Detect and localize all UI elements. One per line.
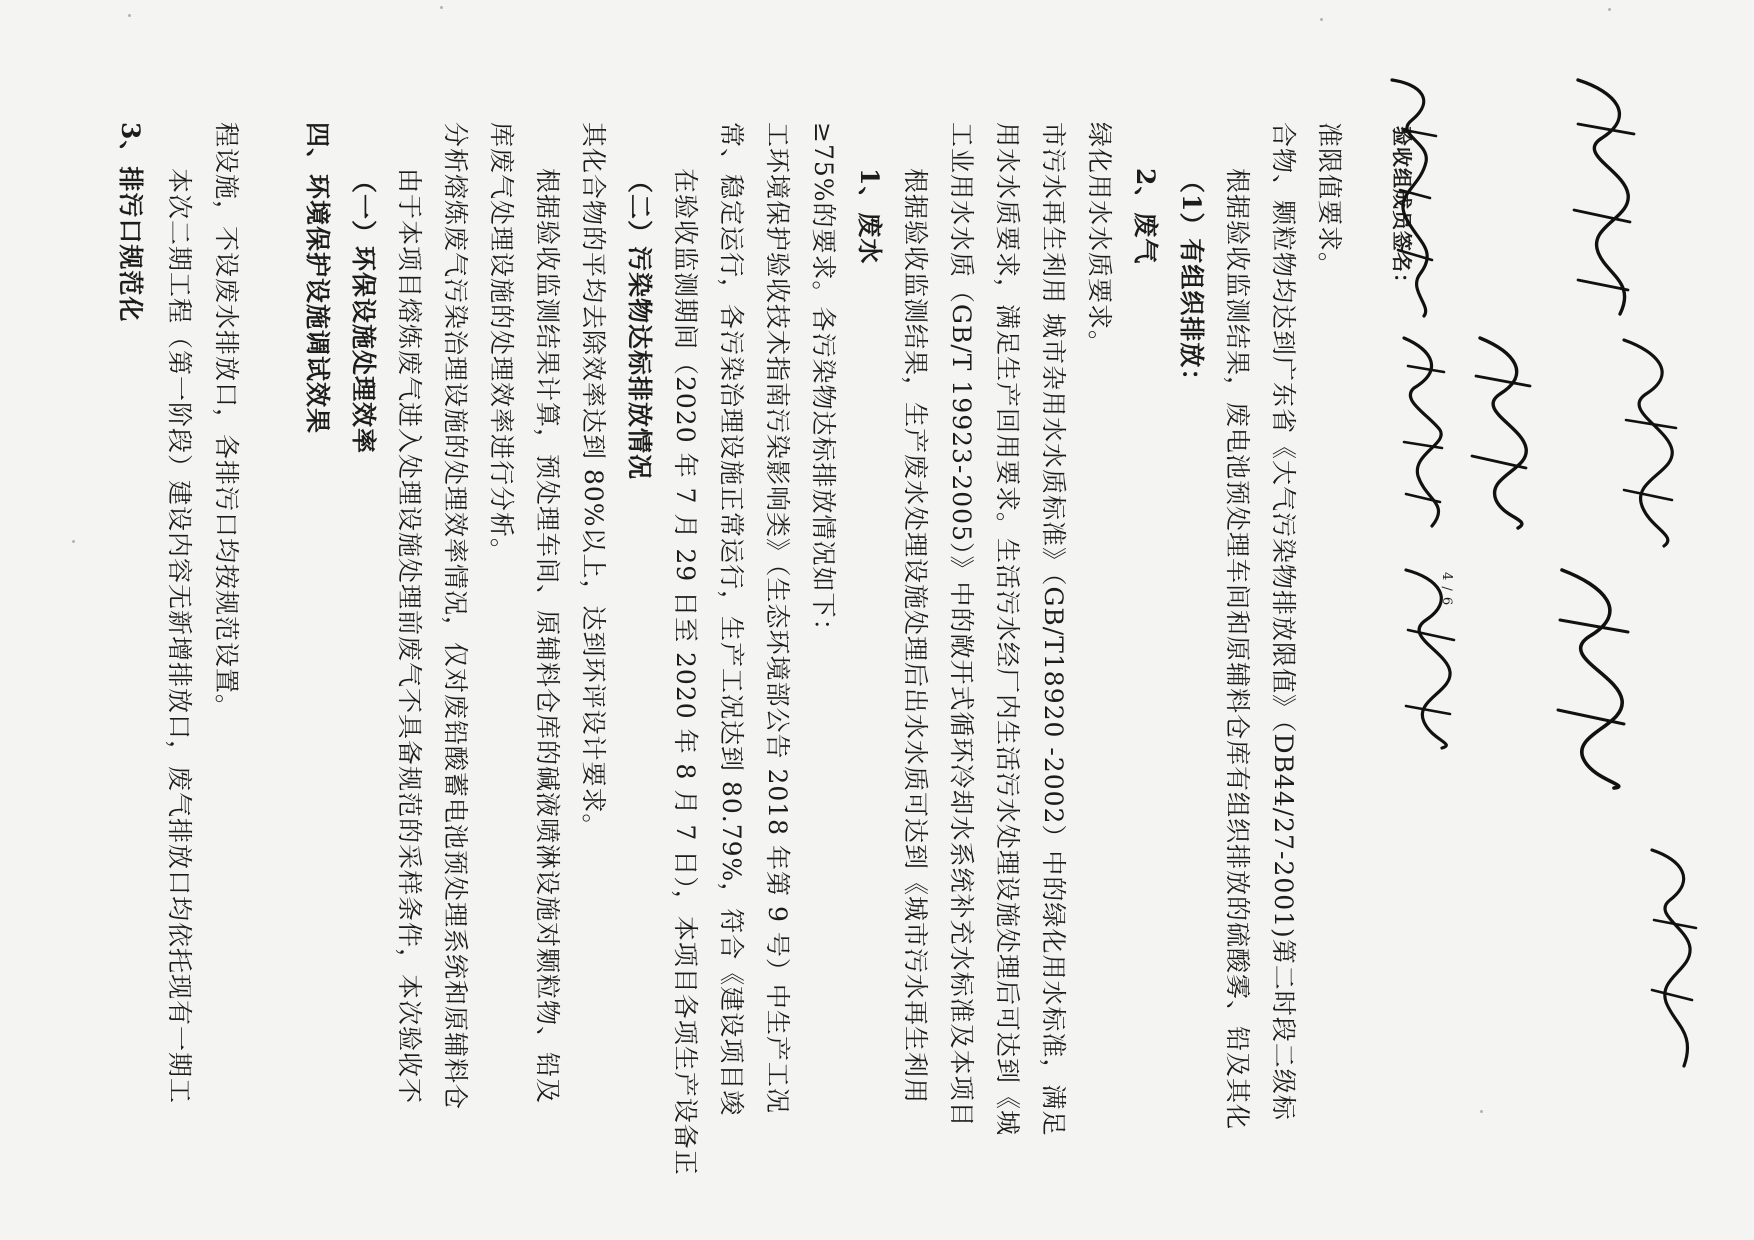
- heading-waste-gas: 2、废气: [1131, 168, 1160, 265]
- heading-env-protection-effect: 四、环境保护设施调试效果: [303, 122, 332, 435]
- paragraph-line: 根据验收监测结果，废电池预处理车间和原辅料仓库有组织排放的硫酸雾、铅及其化: [1223, 168, 1252, 1131]
- heading-organized-emission: （1）有组织排放：: [1177, 168, 1206, 395]
- heading-treatment-efficiency: （一）环保设施处理效率: [349, 168, 378, 455]
- handwritten-signature-1: [1380, 70, 1450, 320]
- paragraph-line: 根据验收监测结果计算，预处理车间、原辅料仓库的碱液喷淋设施对颗粒物、铅及: [533, 168, 562, 1105]
- paragraph-line: 市污水再生利用 城市杂用水水质标准》（GB/T18920 -2002）中的绿化用水标准，满足: [1039, 122, 1068, 1137]
- paragraph-line: 工业用水水质（GB/T 19923-2005）》中的敞开式循环冷却水系统补充水标准及本项目: [947, 122, 976, 1128]
- page-number: 4 / 6: [1439, 572, 1454, 607]
- paragraph-line: 准限值要求。: [1315, 122, 1344, 279]
- signature-label: 验收组成员签名：: [1390, 126, 1414, 294]
- paragraph-line: 合物、颗粒物均达到广东省《大气污染物排放限值》（DB44/27-2001)第二时段二级标: [1269, 122, 1298, 1121]
- handwritten-signature-7: [1540, 560, 1650, 790]
- scan-speck: [128, 14, 131, 17]
- heading-outfall-standardization: 3、排污口规范化: [116, 122, 145, 323]
- scan-speck: [1608, 8, 1611, 11]
- handwritten-signature-4: [1390, 560, 1470, 750]
- paragraph-line: 由于本项目熔炼废气进入处理设施处理前废气不具备规范的采样条件，本次验收不: [395, 168, 424, 1105]
- heading-wastewater: 1、废水: [855, 168, 884, 265]
- paragraph-line: 库废气处理设施的处理效率进行分析。: [487, 122, 516, 565]
- paragraph-line: 其化合物的平均去除效率达到 80%以上，达到环评设计要求。: [579, 122, 608, 840]
- scan-speck: [440, 6, 443, 9]
- paragraph-line: 分析熔炼废气污染治理设施的处理效率情况，仅对废铅酸蓄电池预处理系统和原辅料仓: [441, 122, 470, 1111]
- paragraph-line: 常、稳定运行，各污染治理设施正常运行，生产工况达到 80.79%，符合《建设项目竣: [717, 122, 746, 1117]
- paragraph-line: 用水水质要求，满足生产回用要求。生活污水经厂内生活污水处理设施处理后可达到《城: [993, 122, 1022, 1137]
- paragraph-line: 绿化用水水质要求。: [1085, 122, 1114, 357]
- handwritten-signature-8: [1640, 840, 1710, 1070]
- handwritten-signature-5: [1560, 70, 1650, 320]
- paragraph-line: ≥75%的要求。各污染物达标排放情况如下：: [809, 122, 838, 645]
- paragraph-line: 程设施，不设废水排放口，各排污口均按规范设置。: [212, 122, 241, 721]
- scan-speck: [1320, 18, 1323, 21]
- scan-speck: [1480, 1110, 1483, 1113]
- handwritten-signature-3: [1460, 330, 1550, 530]
- paragraph-line: 工环境保护验收技术指南污染影响类》（生态环境部公告 2018 年第 9 号）中生产工况: [763, 122, 792, 1114]
- handwritten-signature-2: [1390, 330, 1460, 540]
- paragraph-line: 本次二期工程（第一阶段）建设内容无新增排放口，废气排放口均依托现有一期工: [165, 168, 194, 1105]
- paragraph-line: 根据验收监测结果，生产废水处理设施处理后出水水质可达到《城市污水再生利用: [901, 168, 930, 1105]
- paragraph-line: 在验收监测期间（2020 年 7 月 29 日至 2020 年 8 月 7 日），本项目各项生产设备正: [671, 168, 700, 1176]
- handwritten-signature-6: [1610, 330, 1690, 550]
- scan-speck: [72, 540, 75, 543]
- heading-pollutant-discharge: （二）污染物达标排放情况: [625, 168, 654, 481]
